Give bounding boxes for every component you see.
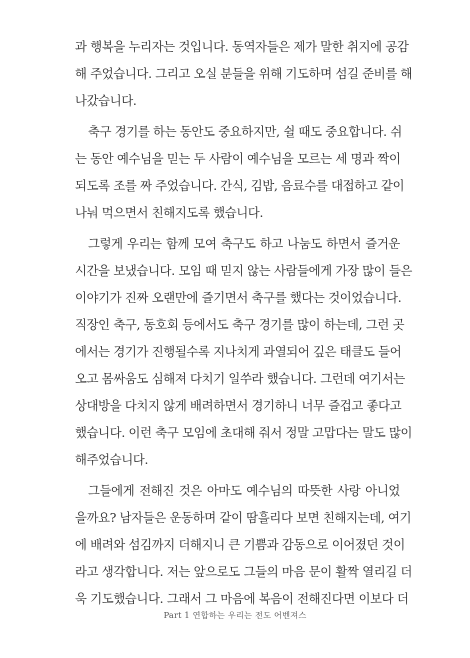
text-line: 을까요? 남자들은 운동하며 같이 땀흘리다 보면 친해지는데, 여기 <box>75 511 412 526</box>
text-line: 했습니다. 이런 축구 모임에 초대해 줘서 정말 고맙다는 말도 많이 <box>75 426 413 441</box>
paragraph <box>75 478 413 613</box>
text-line: 에 배려와 섬김까지 더해지니 큰 기쁨과 감동으로 이어졌던 것이 <box>75 538 405 553</box>
text-line: 이야기가 진짜 오랜만에 즐기면서 축구를 했다는 것이었습니다. <box>75 290 402 305</box>
paragraph <box>75 119 405 227</box>
text-line: 축구 경기를 하는 동안도 중요하지만, 쉴 때도 중요합니다. 쉬 <box>88 124 402 139</box>
text-line: 나갔습니다. <box>75 94 137 109</box>
text-line: 직장인 축구, 동호회 등에서도 축구 경기를 많이 하는데, 그런 곳 <box>75 317 405 332</box>
text-line: 과 행복을 누리자는 것입니다. 동역자들은 제가 말한 취지에 공감 <box>75 40 409 54</box>
page-body <box>75 34 413 613</box>
text-line: 라고 생각합니다. 저는 앞으로도 그들의 마음 문이 활짝 열리길 더 <box>75 565 413 580</box>
text-line: 그렇게 우리는 함께 모여 축구도 하고 나눔도 하면서 즐거운 <box>88 236 400 251</box>
running-footer: Part 1 연합하는 우리는 전도 어벤져스 <box>163 610 307 620</box>
text-line: 나눠 먹으면서 친해지도록 했습니다. <box>75 206 264 221</box>
paragraph <box>75 231 413 475</box>
text-line: 욱 기도했습니다. 그래서 그 마음에 복음이 전해진다면 이보다 더 <box>75 592 409 607</box>
text-line: 오고 몸싸움도 심해져 다치기 일쑤라 했습니다. 그런데 여기서는 <box>75 372 405 387</box>
text-line: 시간을 보냈습니다. 모임 때 믿지 않는 사람들에게 가장 많이 들은 <box>75 263 413 278</box>
text-line: 그들에게 전해진 것은 아마도 예수님의 따뜻한 사랑 아니었 <box>88 484 400 498</box>
text-line: 해 주었습니다. 그리고 오실 분들을 위해 기도하며 섬길 준비를 해 <box>75 67 413 82</box>
text-line: 되도록 조를 짜 주었습니다. 간식, 김밥, 음료수를 대접하고 같이 <box>75 178 405 193</box>
text-line: 는 동안 예수님을 믿는 두 사람이 예수님을 모르는 세 명과 짝이 <box>75 151 401 166</box>
text-line: 에서는 경기가 진행될수록 지나치게 과열되어 깊은 태클도 들어 <box>75 345 402 360</box>
text-line: 해주었습니다. <box>75 453 149 468</box>
text-line: 상대방을 다치지 않게 배려하면서 경기하니 너무 즐겁고 좋다고 <box>75 399 402 414</box>
paragraph <box>75 34 413 115</box>
